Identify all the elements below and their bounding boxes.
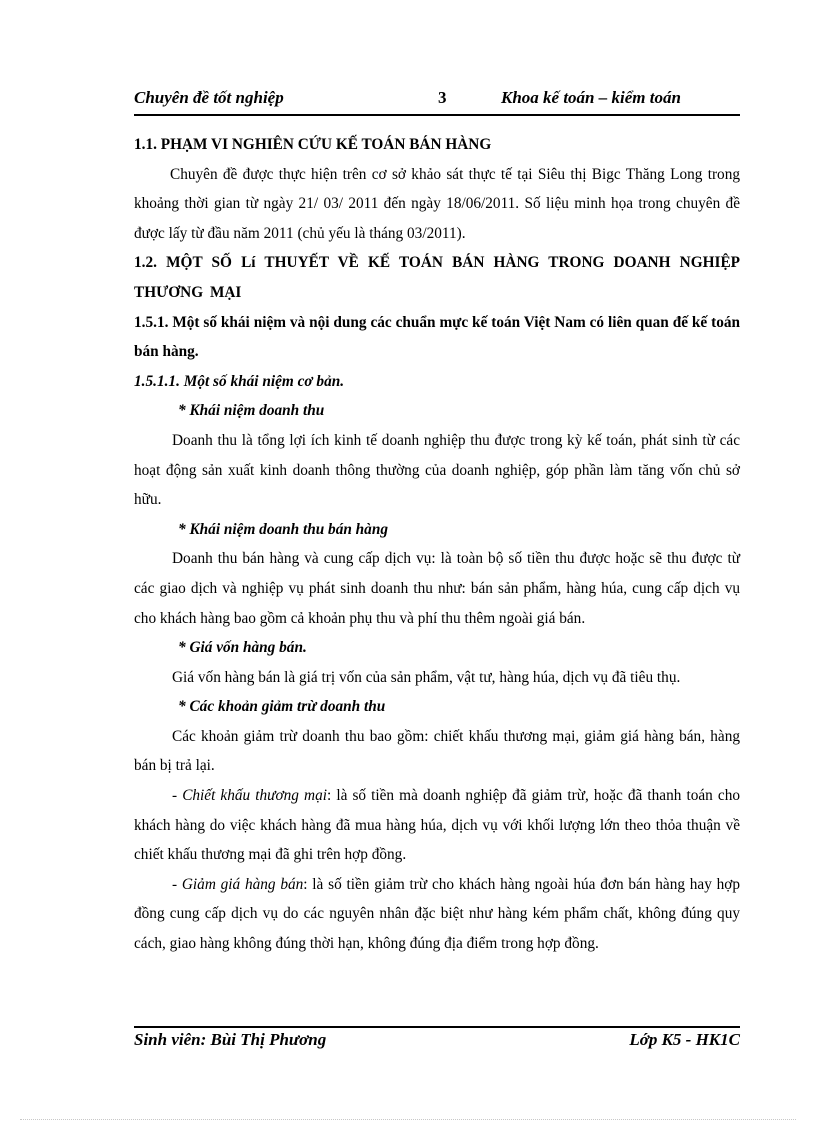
footer-class: Lớp K5 - HK1C <box>629 1030 740 1049</box>
doanh-thu-paragraph: Doanh thu là tổng lợi ích kinh tế doanh nghiệp thu được trong kỳ kế toán, phát sinh từ các hoạt động sản xuất kinh doanh thông thường của doanh nghiệp, góp phần làm tăng vốn chủ sở hữu. <box>134 431 740 509</box>
section-heading-1-1: 1.1. PHẠM VI NGHIÊN CỨU KẾ TOÁN BÁN HÀNG <box>134 136 492 153</box>
chiet-khau-text: : là số tiền mà doanh nghiệp đã giảm trừ, hoặc đã thanh toán cho khách hàng do việc khách hàng đã mua hàng húa, dịch vụ với khối lượng lớn theo thỏa thuận về chiết khấu thương mại đã ghi trên hợp đồng. <box>134 787 740 864</box>
header-divider <box>134 114 740 116</box>
document-body <box>134 130 740 959</box>
section-1-1-paragraph: Chuyên đề được thực hiện trên cơ sở khảo sát thực tế tại Siêu thị Bigc Thăng Long trong khoảng thời gian từ ngày 21/ 03/ 2011 đến ngày 18/06/2011. Số liệu minh họa trong chuyên đề được lấy từ đầu năm 2011 (chủ yếu là tháng 03/2011). <box>134 165 740 242</box>
giam-gia-term: Giảm giá hàng bán <box>181 875 304 893</box>
page-bottom-dotted-line <box>20 1119 796 1120</box>
page-footer <box>134 1030 740 1056</box>
page-header <box>134 88 740 114</box>
dt-ban-hang-paragraph: Doanh thu bán hàng và cung cấp dịch vụ: là toàn bộ số tiền thu được hoặc sẽ thu được từ các giao dịch và nghiệp vụ phát sinh doanh thu như: bán sản phẩm, hàng húa, cung cấp dịch vụ cho khách hàng bao gồm cả khoản phụ thu và phí thu thêm ngoài giá bán. <box>134 550 740 627</box>
gia-von-title: * Giá vốn hàng bán. <box>178 639 307 657</box>
dt-ban-hang-title: * Khái niệm doanh thu bán hàng <box>178 520 388 538</box>
footer-divider <box>134 1026 740 1028</box>
footer-student: Sinh viên: Bùi Thị Phương <box>134 1030 327 1049</box>
giam-gia-paragraph <box>134 870 740 959</box>
giam-tru-paragraph: Các khoản giảm trừ doanh thu bao gồm: chiết khấu thương mại, giảm giá hàng bán, hàng bán bị trả lại. <box>134 727 740 775</box>
giam-gia-dash: - <box>172 875 182 893</box>
section-heading-1-2: 1.2. MỘT SỐ Lí THUYẾT VỀ KẾ TOÁN BÁN HÀNG TRONG DOANH NGHIỆP THƯƠNG MẠI <box>134 254 740 301</box>
giam-tru-title: * Các khoản giảm trừ doanh thu <box>178 698 386 716</box>
giam-gia-text: : là số tiền giảm trừ cho khách hàng ngoài húa đơn bán hàng hay hợp đồng cung cấp dịch vụ do các nguyên nhân đặc biệt như hàng kém phẩm chất, không đúng quy cách, giao hàng không đúng thời hạn, không đúng địa điểm trong hợp đồng. <box>134 875 741 953</box>
chiet-khau-dash: - <box>172 787 183 805</box>
chiet-khau-paragraph <box>134 781 740 870</box>
doanh-thu-title: * Khái niệm doanh thu <box>178 402 325 420</box>
header-title-left: Chuyên đề tốt nghiệp <box>134 88 284 107</box>
section-heading-1-5-1: 1.5.1. Một số khái niệm và nội dung các chuẩn mực kế toán Việt Nam có liên quan đế kế toán bán hàng. <box>134 313 740 361</box>
gia-von-paragraph: Giá vốn hàng bán là giá trị vốn của sản phẩm, vật tư, hàng húa, dịch vụ đã tiêu thụ. <box>172 668 681 686</box>
section-heading-1-5-1-1: 1.5.1.1. Một số khái niệm cơ bản. <box>134 372 345 390</box>
chiet-khau-term: Chiết khấu thương mại <box>182 787 327 805</box>
page-number: 3 <box>438 88 447 107</box>
header-title-right: Khoa kế toán – kiểm toán <box>501 88 681 107</box>
